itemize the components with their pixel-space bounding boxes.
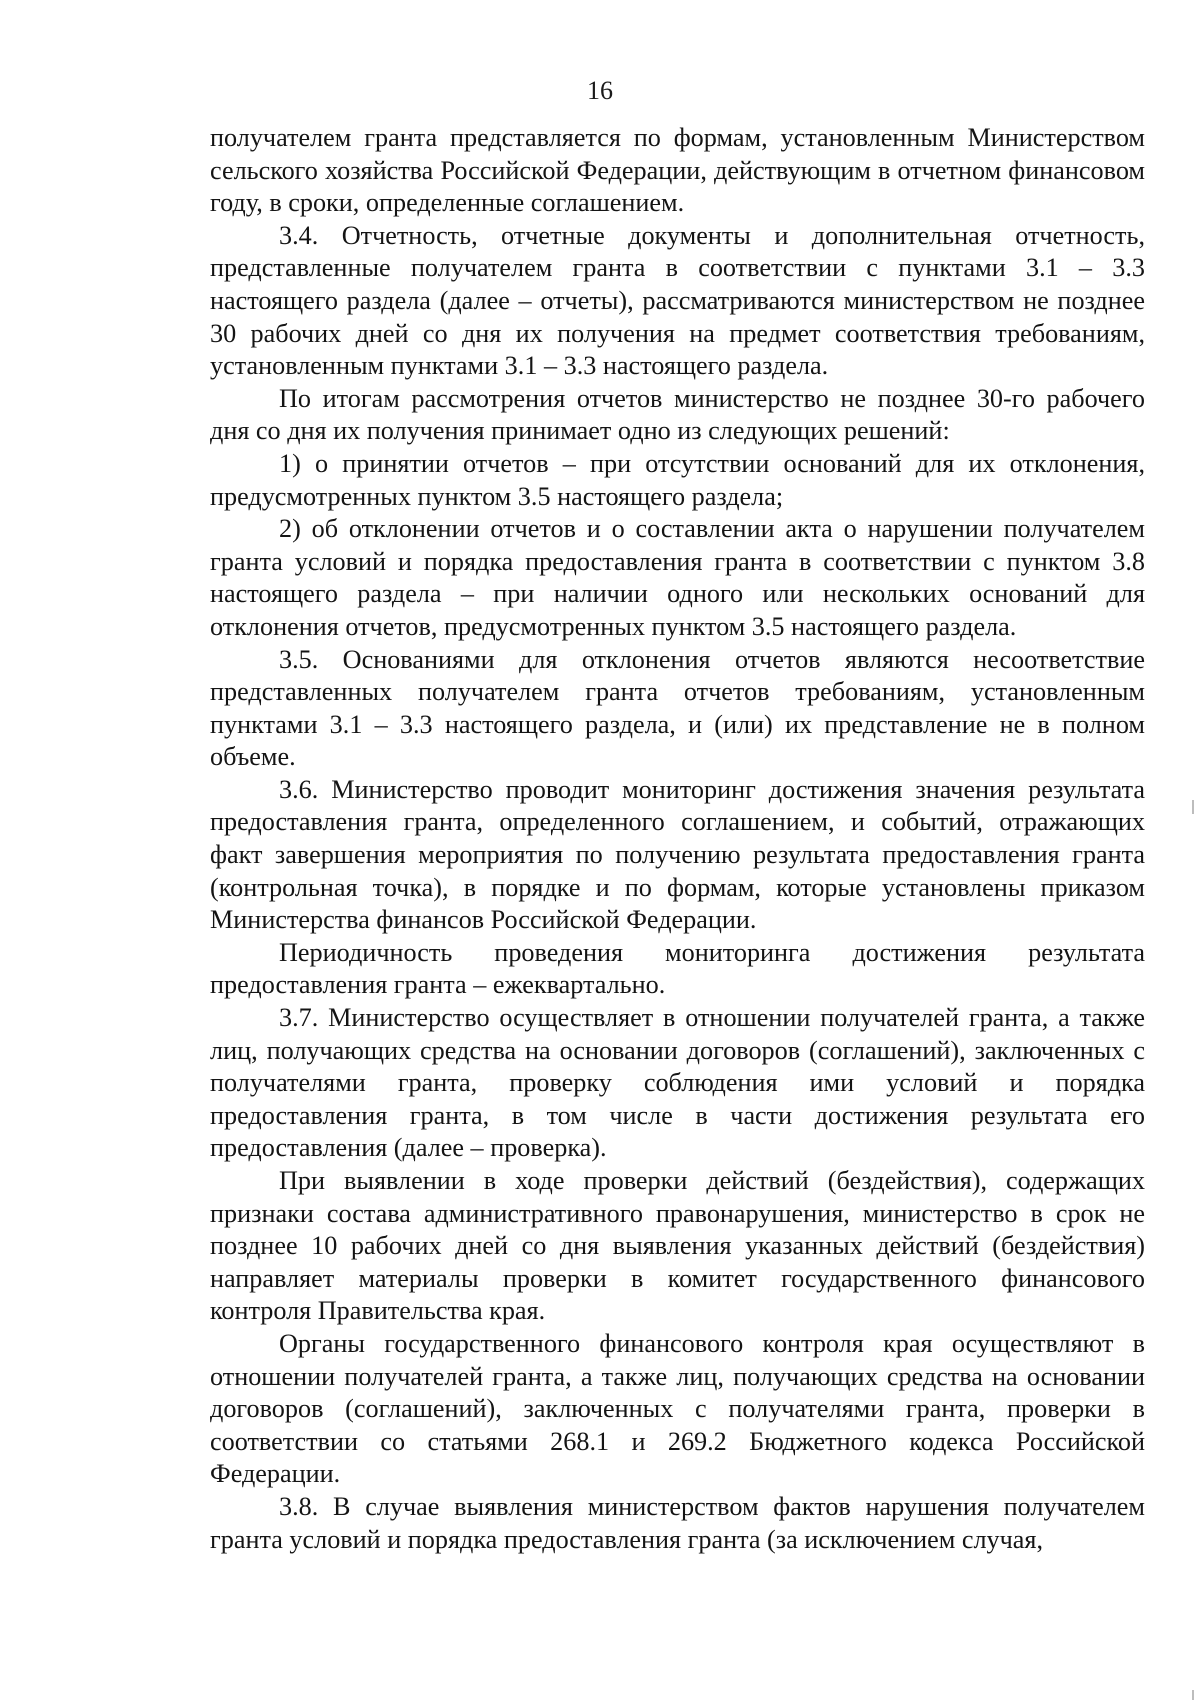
- paragraph-3-7: 3.7. Министерство осуществляет в отношении получателей гранта, а также лиц, получающих средства на основании договоров (соглашений), заключенных с получателями гранта, проверку соблюдения ими условий и порядка предоставления гранта, в том числе в части достижения результата его предоставления (далее – проверка).: [210, 1003, 1145, 1163]
- paragraph-3-8: 3.8. В случае выявления министерством фактов нарушения получателем гранта условий и порядка предоставления гранта (за исключением случая,: [210, 1491, 1145, 1554]
- list-item-1: 1) о принятии отчетов – при отсутствии оснований для их отклонения, предусмотренных пунктом 3.5 настоящего раздела;: [210, 448, 1145, 511]
- paragraph-3-4: 3.4. Отчетность, отчетные документы и дополнительная отчетность, представленные получателем гранта в соответствии с пунктами 3.1 – 3.3 настоящего раздела (далее – отчеты), рассматриваются министерством не позднее 30 рабочих дней со дня их получения на предмет соответствия требованиям, установленным пунктами 3.1 – 3.3 настоящего раздела.: [210, 220, 1145, 381]
- paragraph-review-results: По итогам рассмотрения отчетов министерство не позднее 30-го рабочего дня со дня их получения принимает одно из следующих решений:: [210, 383, 1145, 446]
- paragraph-financial-control: Органы государственного финансового контроля края осуществляют в отношении получателей гранта, а также лиц, получающих средства на основании договоров (соглашений), заключенных с получателями гранта, проверки в соответствии со статьями 268.1 и 269.2 Бюджетного кодекса Российской Федерации.: [210, 1328, 1145, 1489]
- paragraph-monitoring-frequency: Периодичность проведения мониторинга достижения результата предоставления гранта – ежеквартально.: [210, 937, 1145, 1000]
- paragraph-violation-detection: При выявлении в ходе проверки действий (бездействия), содержащих признаки состава административного правонарушения, министерство в срок не позднее 10 рабочих дней со дня выявления указанных действий (бездействия) направляет материалы проверки в комитет государственного финансового контроля Правительства края.: [210, 1166, 1145, 1326]
- paragraph-3-6: 3.6. Министерство проводит мониторинг достижения значения результата предоставления гранта, определенного соглашением, и событий, отражающих факт завершения мероприятия по получению результата предоставления гранта (контрольная точка), в порядке и по формам, которые установлены приказом Министерства финансов Российской Федерации.: [210, 774, 1145, 935]
- document-body: [210, 122, 1145, 1556]
- scan-artifact: [1192, 1690, 1194, 1700]
- scan-artifact: [1192, 800, 1194, 814]
- paragraph-continuation: получателем гранта представляется по формам, установленным Министерством сельского хозяйства Российской Федерации, действующим в отчетном финансовом году, в сроки, определенные соглашением.: [210, 123, 1145, 218]
- paragraph-3-5: 3.5. Основаниями для отклонения отчетов являются несоответствие представленных получателем гранта отчетов требованиям, установленным пунктами 3.1 – 3.3 настоящего раздела, и (или) их представление не в полном объеме.: [210, 644, 1145, 772]
- page-number: 16: [587, 76, 613, 105]
- list-item-2: 2) об отклонении отчетов и о составлении акта о нарушении получателем гранта условий и порядка предоставления гранта в соответствии с пунктом 3.8 настоящего раздела – при наличии одного или нескольких оснований для отклонения отчетов, предусмотренных пунктом 3.5 настоящего раздела.: [210, 514, 1145, 641]
